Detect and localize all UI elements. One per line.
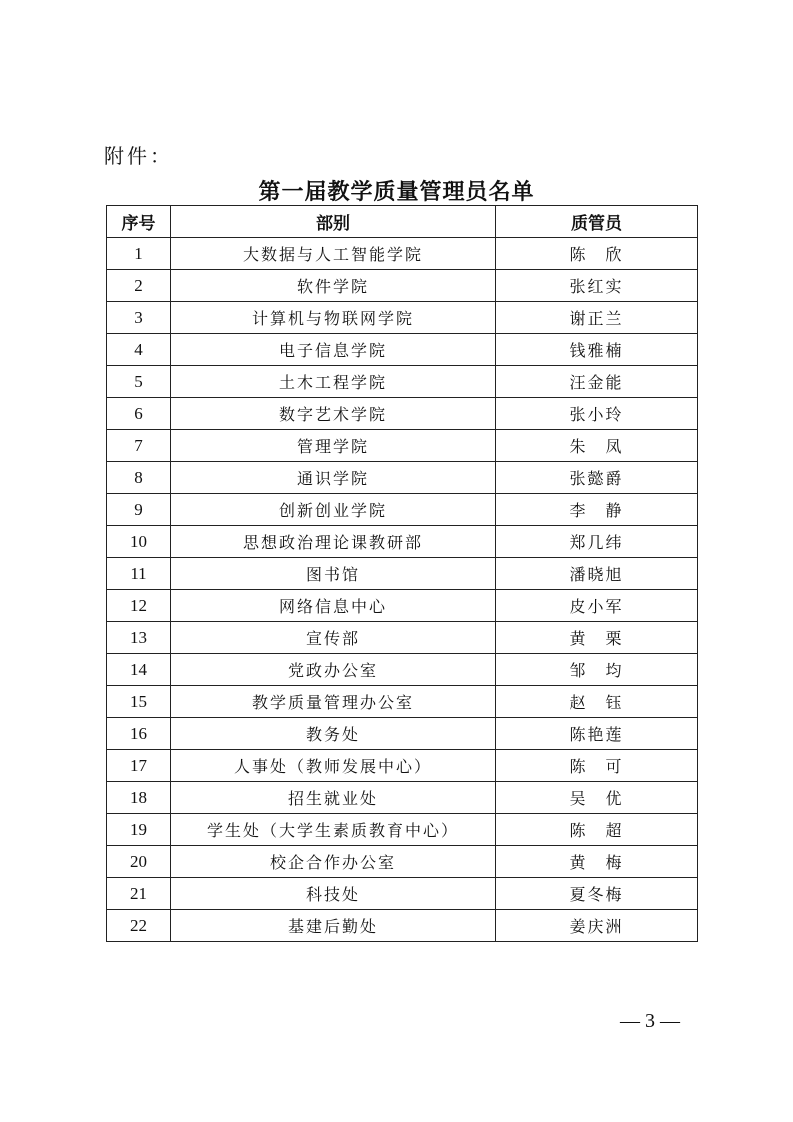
row-quality-manager: 郑几纬: [496, 526, 698, 558]
row-serial-number: 10: [107, 526, 171, 558]
row-department: 科技处: [171, 878, 496, 910]
row-department: 网络信息中心: [171, 590, 496, 622]
row-quality-manager: 吴 优: [496, 782, 698, 814]
table-row: [107, 302, 698, 334]
table-row: [107, 718, 698, 750]
row-serial-number: 2: [107, 270, 171, 302]
row-quality-manager: 姜庆洲: [496, 910, 698, 942]
table-row: [107, 558, 698, 590]
row-quality-manager: 赵 钰: [496, 686, 698, 718]
row-serial-number: 17: [107, 750, 171, 782]
row-department: 大数据与人工智能学院: [171, 238, 496, 270]
row-serial-number: 1: [107, 238, 171, 270]
row-serial-number: 3: [107, 302, 171, 334]
table-row: [107, 462, 698, 494]
row-quality-manager: 汪金能: [496, 366, 698, 398]
row-serial-number: 22: [107, 910, 171, 942]
row-serial-number: 7: [107, 430, 171, 462]
table-row: [107, 398, 698, 430]
table-row: [107, 526, 698, 558]
row-department: 软件学院: [171, 270, 496, 302]
page-number: — 3 —: [620, 1010, 680, 1032]
table-row: [107, 366, 698, 398]
row-quality-manager: 李 静: [496, 494, 698, 526]
row-quality-manager: 谢正兰: [496, 302, 698, 334]
row-department: 人事处（教师发展中心）: [171, 750, 496, 782]
row-serial-number: 13: [107, 622, 171, 654]
row-department: 创新创业学院: [171, 494, 496, 526]
row-department: 土木工程学院: [171, 366, 496, 398]
row-department: 数字艺术学院: [171, 398, 496, 430]
row-department: 教务处: [171, 718, 496, 750]
table-row: [107, 270, 698, 302]
table-body: [107, 238, 698, 942]
row-serial-number: 8: [107, 462, 171, 494]
row-serial-number: 9: [107, 494, 171, 526]
document-title: 第一届教学质量管理员名单: [258, 180, 535, 205]
table-row: [107, 334, 698, 366]
row-serial-number: 5: [107, 366, 171, 398]
table-row: [107, 846, 698, 878]
row-department: 宣传部: [171, 622, 496, 654]
table-header-row: [107, 206, 698, 238]
table-row: [107, 590, 698, 622]
table-row: [107, 238, 698, 270]
row-department: 招生就业处: [171, 782, 496, 814]
header-department: 部别: [171, 206, 496, 238]
table-row: [107, 430, 698, 462]
table-row: [107, 782, 698, 814]
row-department: 校企合作办公室: [171, 846, 496, 878]
table-row: [107, 686, 698, 718]
row-serial-number: 18: [107, 782, 171, 814]
row-serial-number: 4: [107, 334, 171, 366]
row-serial-number: 19: [107, 814, 171, 846]
row-quality-manager: 陈艳莲: [496, 718, 698, 750]
row-department: 电子信息学院: [171, 334, 496, 366]
table-row: [107, 654, 698, 686]
row-serial-number: 14: [107, 654, 171, 686]
table-row: [107, 494, 698, 526]
row-quality-manager: 钱雅楠: [496, 334, 698, 366]
row-department: 通识学院: [171, 462, 496, 494]
table-row: [107, 814, 698, 846]
table-row: [107, 622, 698, 654]
row-department: 党政办公室: [171, 654, 496, 686]
row-serial-number: 11: [107, 558, 171, 590]
table-row: [107, 910, 698, 942]
row-quality-manager: 陈 可: [496, 750, 698, 782]
row-department: 管理学院: [171, 430, 496, 462]
table-row: [107, 878, 698, 910]
row-quality-manager: 陈 超: [496, 814, 698, 846]
row-serial-number: 20: [107, 846, 171, 878]
header-quality-manager: 质管员: [496, 206, 698, 238]
attachment-label: 附件：: [104, 144, 173, 168]
row-quality-manager: 潘晓旭: [496, 558, 698, 590]
manager-roster-table: [106, 205, 698, 942]
row-quality-manager: 张懿爵: [496, 462, 698, 494]
row-quality-manager: 张红实: [496, 270, 698, 302]
row-department: 基建后勤处: [171, 910, 496, 942]
header-serial-number: 序号: [107, 206, 171, 238]
row-serial-number: 21: [107, 878, 171, 910]
row-quality-manager: 朱 凤: [496, 430, 698, 462]
row-quality-manager: 张小玲: [496, 398, 698, 430]
row-quality-manager: 黄 梅: [496, 846, 698, 878]
row-quality-manager: 邹 均: [496, 654, 698, 686]
row-department: 思想政治理论课教研部: [171, 526, 496, 558]
row-department: 计算机与物联网学院: [171, 302, 496, 334]
table-row: [107, 750, 698, 782]
row-serial-number: 16: [107, 718, 171, 750]
row-department: 教学质量管理办公室: [171, 686, 496, 718]
row-quality-manager: 夏冬梅: [496, 878, 698, 910]
row-serial-number: 15: [107, 686, 171, 718]
row-quality-manager: 皮小军: [496, 590, 698, 622]
row-quality-manager: 黄 栗: [496, 622, 698, 654]
row-serial-number: 6: [107, 398, 171, 430]
row-department: 图书馆: [171, 558, 496, 590]
row-quality-manager: 陈 欣: [496, 238, 698, 270]
row-serial-number: 12: [107, 590, 171, 622]
row-department: 学生处（大学生素质教育中心）: [171, 814, 496, 846]
